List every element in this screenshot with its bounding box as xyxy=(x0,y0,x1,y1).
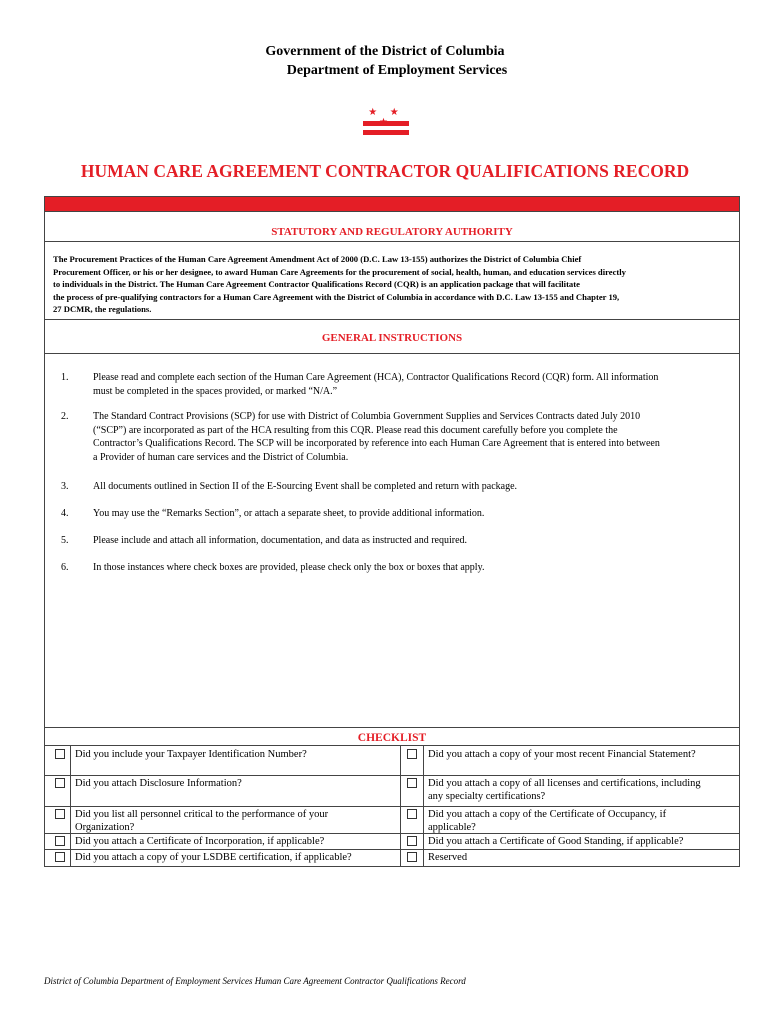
checklist-heading: CHECKLIST xyxy=(357,732,427,744)
statutory-heading: STATUTORY AND REGULATORY AUTHORITY xyxy=(271,226,513,238)
checklist-item-label xyxy=(75,748,395,761)
checklist-line: Organization? xyxy=(75,822,135,833)
checklist-line: Did you list all personnel critical to the performance of your xyxy=(75,809,329,820)
checklist-checkbox[interactable] xyxy=(55,836,65,846)
statutory-line: to individuals in the District. The Human Care Agreement Contractor Qualifications Record (CQR) is an application package that will facilitate xyxy=(53,279,580,289)
instruction-line: (“SCP”) are incorporated as part of the HCA resulting from this CQR. Please read this document carefully before you complete the xyxy=(93,424,618,436)
statutory-line: The Procurement Practices of the Human Care Agreement Amendment Act of 2000 (D.C. Law 13-155) authorizes the District of Columbia Chief xyxy=(53,254,582,264)
instruction-text xyxy=(93,410,743,464)
header-line-1: Government of the District of Columbia xyxy=(265,44,505,59)
instruction-number: 4. xyxy=(61,508,69,519)
instruction-line: must be completed in the spaces provided, or marked “N/A.” xyxy=(93,385,338,397)
flag-stars: ★ ★ xyxy=(368,107,404,118)
header-line-2: Department of Employment Services xyxy=(286,63,508,78)
instruction-line: Please read and complete each section of the Human Care Agreement (HCA), Contractor Qualifications Record (CQR) form. All information xyxy=(93,372,659,383)
page-footer: District of Columbia Department of Employment Services Human Care Agreement Contractor Qualifications Record xyxy=(44,976,466,986)
instruction-line: a Provider of human care services and the District of Columbia. xyxy=(93,451,349,463)
statutory-line: Procurement Officer, or his or her designee, to award Human Care Agreements for the procurement of social, health, human, and education services directly xyxy=(53,266,626,277)
statutory-text xyxy=(53,253,733,316)
instruction-text xyxy=(93,371,743,398)
red-header-bar xyxy=(45,197,739,211)
checklist-item-label xyxy=(75,835,395,848)
checklist-item-label xyxy=(428,748,733,761)
checklist-line: Reserved xyxy=(428,852,468,863)
instruction-number: 3. xyxy=(61,481,69,492)
checklist-line: Did you include your Taxpayer Identification Number? xyxy=(75,749,307,760)
checklist-line: applicable? xyxy=(428,822,476,833)
statutory-line: 27 DCMR, the regulations. xyxy=(53,304,152,314)
instruction-line: The Standard Contract Provisions (SCP) for use with District of Columbia Government Supplies and Services Contracts dated July 2010 xyxy=(93,411,641,422)
instruction-number: 5. xyxy=(61,535,69,546)
checklist-line: Did you attach a copy of all licenses and certifications, including xyxy=(428,778,701,789)
checklist-checkbox[interactable] xyxy=(55,778,65,788)
flag-bar-top xyxy=(363,121,409,126)
checklist-line: Did you attach a copy of your most recent Financial Statement? xyxy=(428,749,696,760)
instruction-line: All documents outlined in Section II of the E-Sourcing Event shall be completed and return with package. xyxy=(93,481,518,492)
checklist-line: Did you attach a Certificate of Incorporation, if applicable? xyxy=(75,836,325,847)
dc-flag-logo xyxy=(363,108,409,140)
checklist-item-label xyxy=(428,777,733,803)
checklist-item-label xyxy=(75,808,395,834)
instruction-text xyxy=(93,480,743,494)
checklist-item-label xyxy=(75,777,395,790)
checklist-checkbox[interactable] xyxy=(407,778,417,788)
checklist-line: any specialty certifications? xyxy=(428,791,546,802)
checklist-checkbox[interactable] xyxy=(55,852,65,862)
instruction-line: Please include and attach all information, documentation, and data as instructed and required. xyxy=(93,535,468,546)
checklist-line: Did you attach a copy of your LSDBE certification, if applicable? xyxy=(75,852,352,863)
checklist-checkbox[interactable] xyxy=(407,749,417,759)
flag-bar-bottom xyxy=(363,130,409,135)
checklist-line: Did you attach a Certificate of Good Standing, if applicable? xyxy=(428,836,684,847)
checklist-checkbox[interactable] xyxy=(55,749,65,759)
checklist-checkbox[interactable] xyxy=(407,809,417,819)
instruction-line: Contractor’s Qualifications Record. The SCP will be incorporated by reference into each Human Care Agreement that is entered into between xyxy=(93,438,660,450)
checklist-item-label xyxy=(75,851,395,864)
instruction-text xyxy=(93,534,743,548)
instruction-line: You may use the “Remarks Section”, or attach a separate sheet, to provide additional information. xyxy=(93,508,485,519)
form-frame xyxy=(44,196,740,867)
instruction-text xyxy=(93,507,743,521)
instruction-text xyxy=(93,561,743,575)
page-title: HUMAN CARE AGREEMENT CONTRACTOR QUALIFICATIONS RECORD xyxy=(80,161,690,181)
checklist-checkbox[interactable] xyxy=(407,852,417,862)
checklist-line: Did you attach a copy of the Certificate of Occupancy, if xyxy=(428,809,667,820)
instruction-number: 2. xyxy=(61,411,69,422)
checklist-checkbox[interactable] xyxy=(55,809,65,819)
checklist-item-label xyxy=(428,835,733,848)
checklist-item-label xyxy=(428,808,733,834)
instruction-line: In those instances where check boxes are provided, please check only the box or boxes that apply. xyxy=(93,562,485,573)
instruction-number: 1. xyxy=(61,372,69,383)
checklist-line: Did you attach Disclosure Information? xyxy=(75,778,242,789)
statutory-line: the process of pre-qualifying contractors for a Human Care Agreement with the District of Columbia in accordance with D.C. Law 13-155 and Chapter 19, xyxy=(53,291,620,302)
instructions-heading: GENERAL INSTRUCTIONS xyxy=(321,332,463,344)
checklist-item-label xyxy=(428,851,733,864)
instruction-number: 6. xyxy=(61,562,69,573)
checklist-checkbox[interactable] xyxy=(407,836,417,846)
